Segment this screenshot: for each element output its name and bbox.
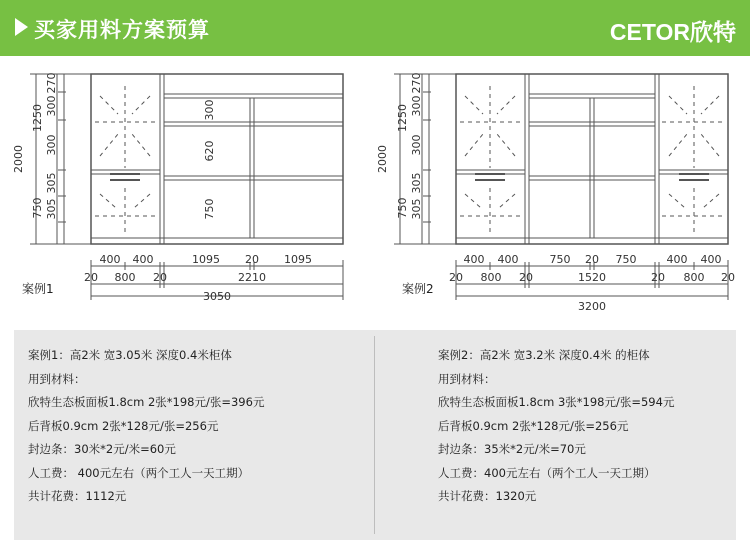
case1-dim-inner0: 300 [203, 99, 216, 121]
case1-dim-mid2: 20 [153, 271, 167, 284]
case1-line: 共计花费：1112元 [28, 489, 127, 503]
case2-dim-top5: 400 [666, 253, 688, 266]
case1-line: 案例1：高2米 宽3.05米 深度0.4米柜体 [28, 348, 232, 362]
case2-dim-mid1: 800 [480, 271, 502, 284]
case1-dim-h0: 270 [45, 72, 58, 94]
case1-cabinet [30, 74, 343, 300]
case2-label: 案例2 [402, 282, 434, 296]
case2-dim-h3: 305 [410, 172, 423, 194]
case1-budget [28, 344, 264, 509]
case2-dim-mid2: 20 [519, 271, 533, 284]
case1-dim-inner1: 620 [203, 140, 216, 162]
case1-dim-height-lower: 750 [31, 197, 44, 219]
case1-line: 封边条：30米*2元/米=60元 [28, 442, 176, 456]
case1-dim-h3: 305 [45, 172, 58, 194]
case2-dim-mid6: 20 [721, 271, 735, 284]
case2-dim-mid0: 20 [449, 271, 463, 284]
case1-dim-h2: 300 [45, 134, 58, 156]
case2-dim-top4: 750 [615, 253, 637, 266]
case1-label: 案例1 [22, 282, 54, 296]
case1-dim-height-total: 2000 [12, 145, 25, 173]
case2-line: 用到材料： [438, 371, 496, 386]
budget-panel [14, 330, 736, 540]
case1-dim-total: 3050 [203, 290, 231, 303]
header-banner [0, 0, 750, 56]
case2-dim-mid4: 20 [651, 271, 665, 284]
case1-dim-h4: 305 [45, 198, 58, 220]
case2-line: 共计花费：1320元 [438, 489, 537, 503]
case2-cabinet [394, 74, 728, 300]
case2-dim-height-total: 2000 [376, 145, 389, 173]
case2-dim-mid5: 800 [683, 271, 705, 284]
case2-dim-top1: 400 [497, 253, 519, 266]
case2-dim-total: 3200 [578, 300, 606, 313]
case1-dim-mid0: 20 [84, 271, 98, 284]
case1-dim-mid3: 2210 [238, 271, 266, 284]
case2-dim-top0: 400 [463, 253, 485, 266]
case2-dim-top6: 400 [700, 253, 722, 266]
case1-line: 后背板0.9cm 2张*128元/张=256元 [28, 418, 219, 433]
cabinet-drawings [0, 56, 750, 330]
case2-budget [438, 344, 674, 509]
case1-dim-top4: 1095 [284, 253, 312, 266]
case2-line: 封边条：35米*2元/米=70元 [438, 442, 586, 456]
case2-line: 欣特生态板面板1.8cm 3张*198元/张=594元 [438, 395, 675, 409]
case1-line: 欣特生态板面板1.8cm 2张*198元/张=396元 [28, 395, 265, 409]
case2-line: 人工费：400元左右（两个工人一天工期） [438, 465, 656, 480]
case1-dim-top2: 1095 [192, 253, 220, 266]
case1-dim-mid1: 800 [114, 271, 136, 284]
case1-dim-inner2: 750 [203, 198, 216, 220]
case1-dim-h1: 300 [45, 95, 58, 117]
case2-dim-height-lower: 750 [396, 197, 409, 219]
page-title: 买家用料方案预算 [34, 18, 210, 42]
case2-dim-height-upper: 1250 [396, 104, 409, 132]
case2-dim-h4: 305 [410, 198, 423, 220]
case1-line: 用到材料： [28, 371, 86, 386]
case1-dim-height-upper: 1250 [31, 104, 44, 132]
case1-dim-top3: 20 [245, 253, 259, 266]
case1-line: 人工费： 400元左右（两个工人一天工期） [28, 465, 250, 480]
case2-dim-top3: 20 [585, 253, 599, 266]
case2-line: 案例2：高2米 宽3.2米 深度0.4米 的柜体 [438, 348, 650, 362]
case1-dim-top0: 400 [99, 253, 121, 266]
case2-dim-top2: 750 [549, 253, 571, 266]
panel-divider [374, 336, 375, 534]
case2-line: 后背板0.9cm 2张*128元/张=256元 [438, 418, 629, 433]
case2-dim-h0: 270 [410, 72, 423, 94]
case2-dim-h2: 300 [410, 134, 423, 156]
play-arrow-icon [15, 18, 28, 36]
case2-dim-mid3: 1520 [578, 271, 606, 284]
case2-dim-h1: 300 [410, 95, 423, 117]
case1-dim-top1: 400 [132, 253, 154, 266]
brand-logo: CETOR欣特 [609, 19, 736, 45]
